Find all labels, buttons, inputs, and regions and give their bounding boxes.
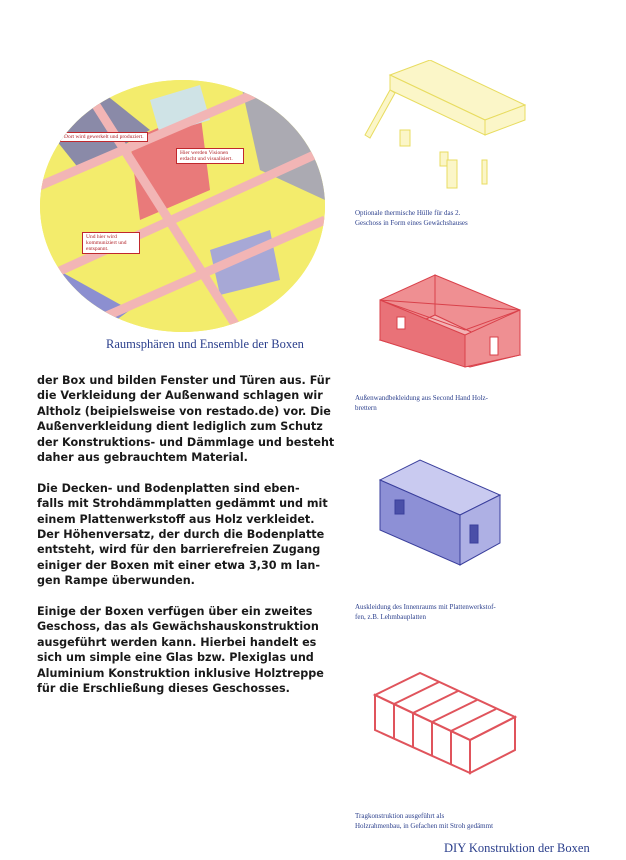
text-line: der Konstruktions- und Dämmlage und besteht	[37, 435, 335, 449]
caption-line: brettern	[355, 404, 377, 412]
text-line: der Box und bilden Fenster und Türen aus. Für	[37, 374, 331, 387]
caption-line: Geschoss in Form eines Gewächshauses	[355, 219, 468, 227]
callout-communication: Und hier wird kommuniziert und entspannt.	[82, 232, 140, 254]
text-line: Geschoss, das als Gewächshauskonstruktion	[37, 620, 319, 634]
hero-caption: Raumsphären und Ensemble der Boxen	[106, 337, 304, 351]
text-line: einem Plattenwerkstoff aus Holz verkleidet.	[37, 512, 315, 526]
paragraph	[37, 604, 327, 696]
text-line: sich um simple eine Glas bzw. Plexiglas und	[37, 651, 314, 665]
text-line: ausgeführt werden kann. Hierbei handelt es	[37, 635, 317, 649]
paragraph	[37, 481, 327, 589]
timber-frame-diagram	[370, 655, 520, 775]
text-line: die Verkleidung der Außenwand schlagen wir	[37, 389, 323, 403]
cladding-caption	[355, 393, 488, 413]
footer-caption: DIY Konstruktion der Boxen	[444, 841, 590, 855]
caption-line: fen, z.B. Lehmbauplatten	[355, 613, 426, 621]
text-line: Die Decken- und Bodenplatten sind eben-	[37, 481, 300, 495]
caption-line: Auskleidung des Innenraums mit Plattenwerkstof-	[355, 603, 496, 611]
text-line: Aluminium Konstruktion inklusive Holztreppe	[37, 666, 324, 680]
callout-visions: Hier werden Visionen erdacht und visualisiert.	[176, 148, 244, 164]
text-line: für die Erschließung dieses Geschosses.	[37, 682, 290, 696]
text-line: Altholz (beipielsweise von restado.de) vor. Die	[37, 404, 331, 418]
greenhouse-diagram	[360, 60, 540, 195]
exterior-cladding-diagram	[375, 255, 525, 370]
text-line: daher aus gebrauchtem Material.	[37, 451, 248, 465]
greenhouse-caption	[355, 208, 468, 228]
paragraph	[37, 373, 335, 465]
text-line: gen Rampe überwunden.	[37, 574, 195, 588]
text-line: einiger der Boxen mit einer etwa 3,30 m lan-	[37, 558, 320, 572]
caption-line: Außenwandbekleidung aus Second Hand Holz-	[355, 394, 488, 402]
text-line: entsteht, wird für den barrierefreien Zugang	[37, 543, 321, 557]
text-line: Der Höhenversatz, der durch die Bodenplatte	[37, 528, 325, 542]
frame-caption	[355, 811, 493, 831]
ensemble-illustration	[40, 80, 325, 332]
interior-lining-diagram	[375, 455, 505, 567]
text-line: falls mit Strohdämmplatten gedämmt und mit	[37, 497, 328, 511]
caption-line: Optionale thermische Hülle für das 2.	[355, 209, 461, 217]
lining-caption	[355, 602, 496, 622]
text-line: Außenverkleidung dient lediglich zum Schutz	[37, 420, 323, 434]
body-text	[37, 373, 335, 712]
text-line: Einige der Boxen verfügen über ein zweites	[37, 605, 313, 619]
caption-line: Holzrahmenbau, in Gefachen mit Stroh gedämmt	[355, 822, 494, 830]
isometric-room-drawing	[40, 80, 325, 332]
callout-workshop: Dort wird gewerkelt und produziert.	[60, 132, 148, 142]
caption-line: Tragkonstruktion ausgeführt als	[355, 812, 445, 820]
